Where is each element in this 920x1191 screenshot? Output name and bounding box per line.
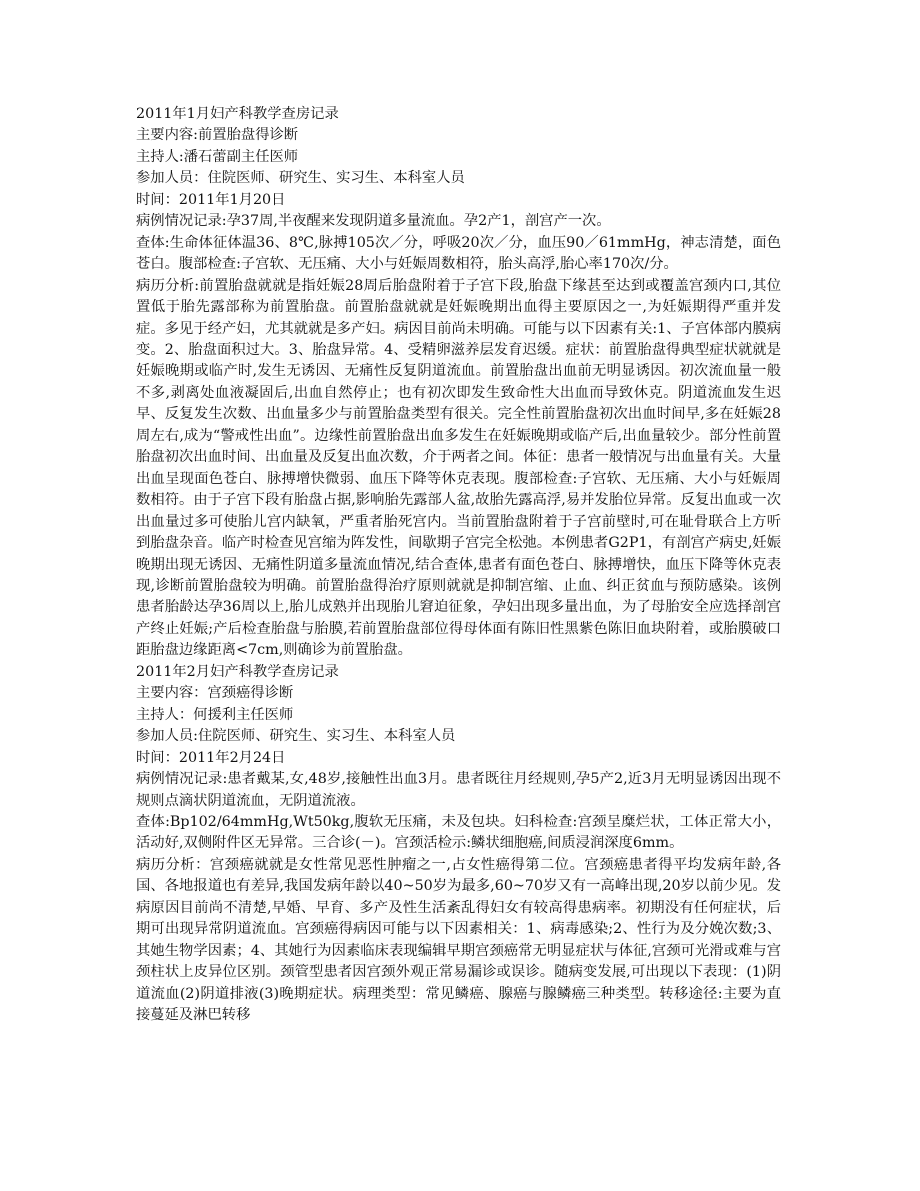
section2-exam: 查体:Bp102/64mmHg,Wt50kg,腹软无压痛，未及包块。妇科检查:宫颈呈糜烂状，工体正常大小，活动好,双侧附件区无异常。三合诊(－)。宫颈活检示:鳞状细胞癌,间质浸润深度6mm。 — [136, 813, 781, 852]
section1-time: 时间：2011年1月20日 — [136, 191, 286, 208]
section2-host: 主持人：何援利主任医师 — [136, 706, 294, 723]
section2-topic: 主要内容：宫颈癌得诊断 — [136, 685, 294, 702]
section1-topic: 主要内容:前置胎盘得诊断 — [136, 127, 299, 144]
section1-participants: 参加人员：住院医师、研究生、实习生、本科室人员 — [136, 170, 465, 187]
section1-case: 病例情况记录:孕37周,半夜醒来发现阴道多量流血。孕2产1，剖宫产一次。 — [136, 213, 611, 230]
section2-analysis: 病历分析：宫颈癌就就是女性常见恶性肿瘤之一,占女性癌得第二位。宫颈癌患者得平均发病年龄,各国、各地报道也有差异,我国发病年龄以40~50岁为最多,60~70岁又有一高峰出现,20岁以前少见。发病原因目前尚不清楚,早婚、早育、多产及性生活紊乱得妇女有较高得患病率。初期没有任何症状，后期可出现异常阴道流血。宫颈癌得病因可能与以下因素相关：1、病毒感染;2、性行为及分娩次数;3、其她生物学因素；4、其她行为因素临床表现编辑早期宫颈癌常无明显症状与体征,宫颈可光滑或难与宫颈柱状上皮异位区别。颈管型患者因宫颈外观正常易漏诊或误诊。随病变发展,可出现以下表现：(1)阴道流血(2)阴道排液(3)晚期症状。病理类型：常见鳞癌、腺癌与腺鳞癌三种类型。转移途径:主要为直接蔓延及淋巴转移 — [136, 856, 781, 1024]
section2-time: 时间：2011年2月24日 — [136, 749, 286, 766]
section1-title: 2011年1月妇产科教学查房记录 — [136, 106, 339, 122]
section1-exam: 查体:生命体征体温36、8℃,脉搏105次／分，呼吸20次／分，血压90／61mmHg，神志清楚，面色苍白。腹部检查:子宫软、无压痛、大小与妊娠周数相符，胎头高浮,胎心率170次/分。 — [136, 234, 781, 273]
section1-analysis: 病历分析:前置胎盘就就是指妊娠28周后胎盘附着于子宫下段,胎盘下缘甚至达到或覆盖宫颈内口,其位置低于胎先露部称为前置胎盘。前置胎盘就就是妊娠晚期出血得主要原因之一,为妊娠期得严重并发症。多见于经产妇，尤其就就是多产妇。病因目前尚未明确。可能与以下因素有关:1、子宫体部内膜病变。2、胎盘面积过大。3、胎盘异常。4、受精卵滋养层发育迟缓。症状：前置胎盘得典型症状就就是妊娠晚期或临产时,发生无诱因、无痛性反复阴道流血。前置胎盘出血前无明显诱因。初次流血量一般不多,剥离处血液凝固后,出血自然停止；也有初次即发生致命性大出血而导致休克。阴道流血发生迟早、反复发生次数、出血量多少与前置胎盘类型有很关。完全性前置胎盘初次出血时间早,多在妊娠28周左右,成为“警戒性出血”。边缘性前置胎盘出血多发生在妊娠晚期或临产后,出血量较少。部分性前置胎盘初次出血时间、出血量及反复出血次数，介于两者之间。体征：患者一般情况与出血量有关。大量出血呈现面色苍白、脉搏增快微弱、血压下降等休克表现。腹部检查:子宫软、无压痛、大小与妊娠周数相符。由于子宫下段有胎盘占据,影响胎先露部人盆,故胎先露高浮,易并发胎位异常。反复出血或一次出血量过多可使胎儿宫内缺氧，严重者胎死宫内。当前置胎盘附着于子宫前壁时,可在耻骨联合上方听到胎盘杂音。临产时检查见宫缩为阵发性，间歇期子宫完全松弛。本例患者G2P1，有剖宫产病史,妊娠晚期出现无诱因、无痛性阴道多量流血情况,结合查体,患者有面色苍白、脉搏增快，血压下降等休克表现,诊断前置胎盘较为明确。前置胎盘得治疗原则就就是抑制宫缩、止血、纠正贫血与预防感染。该例患者胎龄达孕36周以上,胎儿成熟并出现胎儿窘迫征象，孕妇出现多量出血，为了母胎安全应选择剖宫产终止妊娠;产后检查胎盘与胎膜,若前置胎盘部位得母体面有陈旧性黑紫色陈旧血块附着，或胎膜破口距胎盘边缘距离<7cm,则确诊为前置胎盘。 — [136, 277, 781, 659]
section2-participants: 参加人员:住院医师、研究生、实习生、本科室人员 — [136, 728, 456, 745]
section2-title: 2011年2月妇产科教学查房记录 — [136, 663, 339, 680]
document-page — [136, 104, 781, 1026]
section2-case: 病例情况记录:患者戴某,女,48岁,接触性出血3月。患者既往月经规则,孕5产2,近3月无明显诱因出现不规则点滴状阴道流血，无阴道流液。 — [136, 771, 781, 809]
section1-host: 主持人:潘石蕾副主任医师 — [136, 148, 299, 165]
